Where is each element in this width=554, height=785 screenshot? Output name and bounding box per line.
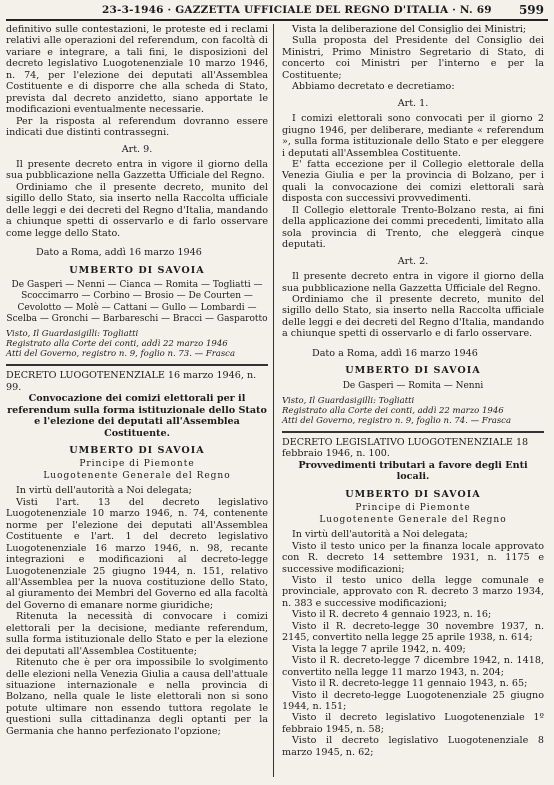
paragraph: Visto il R. decreto-legge 7 dicembre 1942, n. 1418, convertito nella legge 11 marzo 1943, n. 204;	[282, 655, 544, 678]
paragraph: Visto il testo unico della legge comunale e provinciale, approvato con R. decreto 3 marzo 1934, n. 383 e successive modificazioni;	[282, 574, 544, 609]
signatories: De Gasperi — Romita — Nenni	[342, 380, 484, 391]
decree-date: Dato a Roma, addì 16 marzo 1946	[36, 247, 202, 259]
paragraph: Visti l'art. 13 del decreto legislativo Luogotenenziale 10 marzo 1946, n. 74, contenente norme per l'elezione dei deputati all'Assemblea Costituente e l'art. 1 del decreto legislativo Luogotenenziale 16 marzo 1946, n. 98, recante integrazioni e modificazioni al decreto-legge Luogotenenziale 25 giugno 1944, n. 151, relativo all'Assemblea per la nuova costituzione dello Stato, al giuramento dei Membri del Governo ed alla facoltà del Governo di emanare norme giuridiche;	[6, 496, 268, 611]
paragraph: Vista la deliberazione del Consiglio dei Ministri;	[292, 24, 527, 35]
paragraph: Ordiniamo che il presente decreto, munito del sigillo dello Stato, sia inserto nella Raccolta ufficiale delle leggi e dei decreti del Regno d'Italia, mandando a chiunque spetti di osservarlo e di farlo osservare.	[282, 293, 544, 340]
paragraph: definitivo sulle contestazioni, le proteste ed i reclami relativi alle operazioni del referendum, con facoltà di variare e integrare, a tali fini, le disposizioni del decreto legislativo Luogotenenziale 10 marzo 1946, n. 74, per l'elezione dei deputati all'Assemblea Costituente e di disporre che alla scheda di Stato, prevista dal decreto anzidetto, siano apportate le modificazioni eventualmente necessarie.	[6, 24, 268, 116]
paragraph: E' fatta eccezione per il Collegio elettorale della Venezia Giulia e per la provincia di Bolzano, per i quali la convocazione dei comizi elettorali sarà disposta con successivi provvedimenti.	[282, 158, 544, 205]
lieutenant-title: Luogotenente Generale del Regno	[43, 470, 231, 481]
column-divider	[273, 24, 274, 777]
page-header	[6, 3, 548, 21]
king-name: UMBERTO DI SAVOIA	[69, 264, 205, 276]
prince-title: Principe di Piemonte	[355, 503, 471, 514]
king-name: UMBERTO DI SAVOIA	[345, 488, 481, 500]
paragraph: Visto il R. decreto-legge 11 gennaio 1943, n. 65;	[292, 678, 528, 690]
section-divider	[282, 431, 544, 433]
paragraph: Visto il decreto legislativo Luogotenenziale 8 marzo 1945, n. 62;	[282, 735, 544, 758]
decree-title: Provvedimenti tributari a favore degli Enti locali.	[298, 459, 528, 483]
visto-line: Visto, Il Guardasigilli: Togliatti	[6, 329, 139, 340]
paragraph: In virtù dell'autorità a Noi delegata;	[16, 485, 192, 497]
registration-line: Atti del Governo, registro n. 9, foglio n. 74. — Frasca	[282, 415, 512, 426]
paragraph: Visto il decreto legislativo Luogotenenziale 1º febbraio 1945, n. 58;	[282, 712, 544, 735]
article-heading: Art. 1.	[397, 97, 429, 109]
section-divider	[6, 364, 268, 366]
paragraph: Per la risposta al referendum dovranno essere indicati due distinti contrassegni.	[6, 115, 268, 139]
paragraph: Il Collegio elettorale Trento-Bolzano resta, ai fini della applicazione dei commi precedenti, limitato alla sola provincia di Trento, che eleggerà cinque deputati.	[282, 204, 544, 251]
paragraph: Visto il testo unico per la finanza locale approvato con R. decreto 14 settembre 1931, n. 1175 e successive modificazioni;	[282, 540, 544, 575]
paragraph: Vista la legge 7 aprile 1942, n. 409;	[292, 643, 466, 655]
paragraph: Sulla proposta del Presidente del Consiglio dei Ministri, Primo Ministro Segretario di Stato, di concerto coi Ministri per l'interno e per la Costituente;	[282, 35, 544, 81]
lieutenant-title: Luogotenente Generale del Regno	[319, 514, 507, 525]
king-name: UMBERTO DI SAVOIA	[345, 365, 481, 377]
decree-title: Convocazione dei comizi elettorali per il referendum sulla forma istituzionale dello Stato e l'elezione dei deputati all'Assemblea Costituente.	[7, 393, 267, 439]
registration-line: Registrato alla Corte dei conti, addì 22 marzo 1946	[6, 339, 228, 350]
registration-line: Atti del Governo, registro n. 9, foglio n. 73. — Frasca	[6, 349, 236, 360]
paragraph: Visto il R. decreto-legge 30 novembre 1937, n. 2145, convertito nella legge 25 aprile 1938, n. 614;	[282, 620, 544, 644]
king-name: UMBERTO DI SAVOIA	[69, 444, 205, 456]
paragraph: Il presente decreto entra in vigore il giorno della sua pubblicazione nella Gazzetta Ufficiale del Regno.	[6, 158, 268, 182]
visto-line: Visto, Il Guardasigilli: Togliatti	[282, 395, 415, 406]
decree-heading: DECRETO LUOGOTENENZIALE 16 marzo 1946, n. 99.	[6, 370, 257, 393]
paragraph: Visto il decreto-legge Luogotenenziale 25 giugno 1944, n. 151;	[282, 689, 544, 712]
paragraph: I comizi elettorali sono convocati per il giorno 2 giugno 1946, per deliberare, mediante « referendum », sulla forma istituzionale dello Stato e per eleggere i deputati all'Assemblea Costituente.	[282, 113, 544, 159]
page-number: 599	[518, 3, 544, 17]
article-heading: Art. 9.	[121, 143, 153, 155]
registration-line: Registrato alla Corte dei conti, addì 22 marzo 1946	[282, 405, 504, 416]
paragraph: Ordiniamo che il presente decreto, munito del sigillo dello Stato, sia inserto nella Raccolta ufficiale delle leggi e dei decreti del Regno d'Italia, mandando a chiunque spetti di osservarlo e di farlo osservare come legge dello Stato.	[6, 181, 268, 239]
article-heading: Art. 2.	[397, 255, 429, 267]
left-column	[6, 24, 268, 737]
signatories: De Gasperi — Nenni — Cianca — Romita — Togliatti — Scoccimarro — Corbino — Brosio — De Courten — Cevolotto — Molè — Cattani — Gullo — Lombardi — Scelba — Gronchi — Barbareschi — Bracci — Gasparotto	[6, 280, 268, 324]
right-column	[282, 24, 544, 758]
paragraph: Ritenuta la necessità di convocare i comizi elettorali per la decisione, mediante referendum, sulla forma istituzionale dello Stato e per la elezione dei deputati all'Assemblea Costituente;	[6, 611, 268, 657]
paragraph: Abbiamo decretato e decretiamo:	[292, 81, 455, 93]
header-title: 23-3-1946 · GAZZETTA UFFICIALE DEL REGNO D'ITALIA · N. 69	[102, 4, 492, 16]
paragraph: Il presente decreto entra in vigore il giorno della sua pubblicazione nella Gazzetta Ufficiale del Regno.	[282, 271, 544, 294]
paragraph: In virtù dell'autorità a Noi delegata;	[292, 529, 468, 541]
decree-date: Dato a Roma, addì 16 marzo 1946	[312, 347, 478, 359]
decree-heading: DECRETO LEGISLATIVO LUOGOTENENZIALE 18 febbraio 1946, n. 100.	[282, 436, 529, 460]
paragraph: Ritenuto che è per ora impossibile lo svolgimento delle elezioni nella Venezia Giulia a causa dell'attuale situazione internazionale e nella provincia di Bolzano, nella quale le liste elettorali non si sono potute ultimare non essendo tuttora regolate le questioni sulla cittadinanza degli optanti per la Germania che hanno perfezionato l'opzione;	[6, 657, 268, 737]
paragraph: Visto il R. decreto 4 gennaio 1923, n. 16;	[292, 609, 492, 621]
prince-title: Principe di Piemonte	[79, 459, 195, 470]
